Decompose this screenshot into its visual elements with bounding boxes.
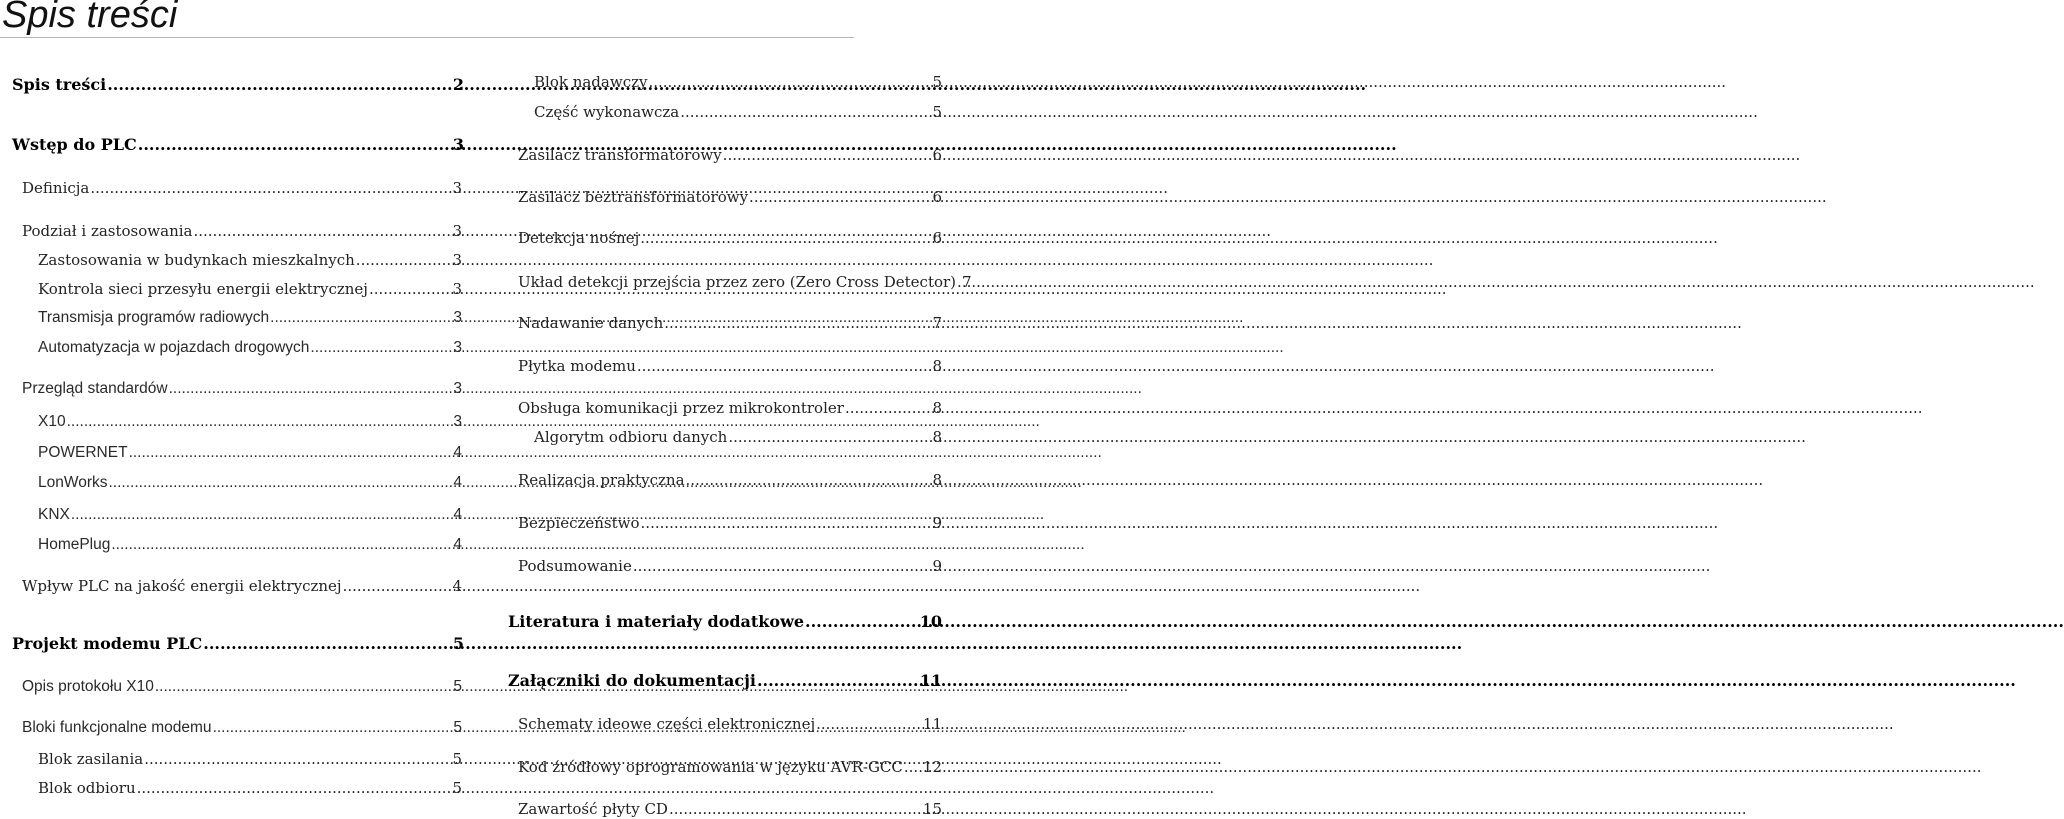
dot-leader bbox=[664, 313, 931, 333]
toc-entry-label: Detekcja nośnej bbox=[518, 229, 640, 247]
toc-entry-label: Bloki funkcjonalne modemu bbox=[22, 719, 212, 736]
toc-entry-label: Podział i zastosowania bbox=[22, 222, 193, 240]
dot-leader bbox=[155, 677, 453, 697]
toc-entry-detekcja-nosnej[interactable] bbox=[518, 228, 942, 248]
toc-entry-page: 4 bbox=[453, 506, 462, 523]
toc-entry-page: 8 bbox=[932, 357, 942, 375]
toc-entry-page: 8 bbox=[932, 399, 942, 417]
dot-leader bbox=[213, 718, 453, 738]
dot-leader bbox=[137, 778, 452, 798]
toc-entry-label: Obsługa komunikacji przez mikrokontroler bbox=[518, 399, 844, 417]
toc-entry-page: 5 bbox=[453, 678, 462, 695]
dot-leader bbox=[369, 279, 452, 299]
toc-entry-label: Opis protokołu X10 bbox=[22, 678, 154, 695]
toc-entry-label: Płytka modemu bbox=[518, 357, 636, 375]
toc-entry-label: Schematy ideowe części elektronicznej bbox=[518, 715, 816, 733]
toc-entry-schematy-ideowe[interactable] bbox=[518, 714, 942, 734]
dot-leader bbox=[203, 634, 452, 654]
toc-entry-label: Realizacja praktyczna bbox=[518, 471, 685, 489]
dot-leader bbox=[728, 427, 931, 447]
toc-entry-page: 11 bbox=[922, 715, 942, 733]
toc-entry-realizacja-praktyczna[interactable] bbox=[518, 470, 942, 490]
toc-entry-label: Kod źródłowy oprogramowania w języku AVR-GCC bbox=[518, 758, 903, 776]
toc-entry-projekt-modemu[interactable] bbox=[12, 634, 464, 654]
toc-entry-page: 8 bbox=[932, 471, 942, 489]
dot-leader bbox=[111, 535, 452, 555]
toc-entry-page: 11 bbox=[919, 671, 942, 690]
toc-entry-page: 15 bbox=[922, 800, 942, 818]
toc-entry-x10[interactable] bbox=[38, 412, 462, 432]
dot-leader bbox=[129, 443, 453, 463]
toc-entry-page: 5 bbox=[932, 73, 942, 91]
toc-entry-knx[interactable] bbox=[38, 505, 462, 525]
toc-entry-page: 7 bbox=[932, 314, 942, 332]
toc-entry-zasilacz-transformatorowy[interactable] bbox=[518, 145, 942, 165]
toc-entry-zalaczniki[interactable] bbox=[508, 671, 942, 691]
toc-entry-kod-zrodlowy[interactable] bbox=[518, 757, 942, 777]
toc-entry-label: Automatyzacja w pojazdach drogowych bbox=[38, 339, 310, 356]
dot-leader bbox=[904, 757, 922, 777]
dot-leader bbox=[144, 749, 451, 769]
toc-entry-page: 7 bbox=[962, 273, 972, 291]
toc-entry-przeglad-standardow[interactable] bbox=[22, 379, 462, 399]
toc-entry-label: Kontrola sieci przesyłu energii elektrycznej bbox=[38, 280, 368, 298]
dot-leader bbox=[71, 505, 453, 525]
toc-entry-page: 3 bbox=[452, 251, 462, 269]
toc-entry-label: Zasilacz beztransformatorowy bbox=[518, 188, 749, 206]
toc-entry-label: POWERNET bbox=[38, 444, 128, 461]
toc-entry-zero-cross-detector[interactable] bbox=[518, 272, 972, 292]
toc-entry-homeplug[interactable] bbox=[38, 535, 462, 555]
toc-entry-opis-protokolu[interactable] bbox=[22, 677, 462, 697]
dot-leader bbox=[757, 671, 919, 691]
dot-leader bbox=[169, 379, 453, 399]
toc-entry-label: Załączniki do dokumentacji bbox=[508, 671, 756, 690]
toc-entry-page: 3 bbox=[452, 135, 464, 154]
toc-entry-label: KNX bbox=[38, 506, 70, 523]
toc-entry-lonworks[interactable] bbox=[38, 473, 462, 493]
dot-leader bbox=[343, 576, 452, 596]
toc-entry-zawartosc-plyty[interactable] bbox=[518, 799, 942, 819]
dot-leader bbox=[669, 799, 922, 819]
dot-leader bbox=[957, 272, 961, 292]
dot-leader bbox=[680, 102, 931, 122]
toc-entry-label: Zawartość płyty CD bbox=[518, 800, 668, 818]
dot-leader bbox=[109, 473, 453, 493]
dot-leader bbox=[356, 250, 452, 270]
toc-entry-page: 5 bbox=[452, 779, 462, 797]
toc-entry-page: 9 bbox=[932, 557, 942, 575]
toc-entry-wplyw-plc[interactable] bbox=[22, 576, 462, 596]
dot-leader bbox=[193, 221, 451, 241]
toc-entry-spis-tresci[interactable] bbox=[12, 75, 464, 95]
toc-entry-algorytm-odbioru[interactable] bbox=[534, 427, 942, 447]
dot-leader bbox=[310, 338, 452, 358]
toc-entry-page: 5 bbox=[452, 750, 462, 768]
toc-entry-label: Blok zasilania bbox=[38, 750, 144, 768]
toc-entry-label: LonWorks bbox=[38, 474, 108, 491]
toc-entry-label: Bezpieczeństwo bbox=[518, 514, 640, 532]
toc-entry-label: X10 bbox=[38, 413, 66, 430]
toc-entry-label: Definicja bbox=[22, 179, 90, 197]
dot-leader bbox=[805, 612, 919, 632]
toc-entry-label: HomePlug bbox=[38, 536, 111, 553]
toc-entry-podsumowanie[interactable] bbox=[518, 556, 942, 576]
toc-entry-page: 3 bbox=[453, 309, 462, 326]
dot-leader bbox=[633, 556, 932, 576]
toc-entry-page: 3 bbox=[452, 280, 462, 298]
toc-entry-transmisja[interactable] bbox=[38, 308, 462, 328]
toc-entry-page: 3 bbox=[452, 222, 462, 240]
toc-entry-czesc-wykonawcza[interactable] bbox=[534, 102, 942, 122]
toc-entry-page: 3 bbox=[453, 339, 462, 356]
toc-entry-page: 6 bbox=[932, 146, 942, 164]
toc-entry-page: 9 bbox=[932, 514, 942, 532]
toc-entry-page: 5 bbox=[452, 634, 464, 653]
toc-entry-obsluga-komunikacji[interactable] bbox=[518, 398, 942, 418]
toc-entry-blok-nadawczy[interactable] bbox=[534, 72, 942, 92]
toc-entry-wstep-do-plc[interactable] bbox=[12, 135, 464, 155]
toc-entry-page: 5 bbox=[453, 719, 462, 736]
dot-leader bbox=[686, 470, 932, 490]
toc-entry-label: Przegląd standardów bbox=[22, 380, 168, 397]
toc-entry-powernet[interactable] bbox=[38, 443, 462, 463]
toc-entry-label: Literatura i materiały dodatkowe bbox=[508, 612, 805, 631]
toc-entry-label: Część wykonawcza bbox=[534, 103, 680, 121]
dot-leader bbox=[749, 187, 931, 207]
toc-entry-automatyzacja[interactable] bbox=[38, 338, 462, 358]
toc-entry-page: 8 bbox=[932, 428, 942, 446]
dot-leader bbox=[648, 72, 931, 92]
toc-entry-page: 4 bbox=[452, 577, 462, 595]
toc-entry-page: 12 bbox=[922, 758, 942, 776]
toc-entry-bezpieczenstwo[interactable] bbox=[518, 513, 942, 533]
dot-leader bbox=[270, 308, 452, 328]
toc-entry-label: Projekt modemu PLC bbox=[12, 634, 203, 653]
toc-entry-label: Blok nadawczy bbox=[534, 73, 648, 91]
toc-entry-page: 4 bbox=[453, 536, 462, 553]
toc-entry-label: Podsumowanie bbox=[518, 557, 632, 575]
title-divider bbox=[0, 37, 854, 38]
toc-entry-literatura[interactable] bbox=[508, 612, 942, 632]
dot-leader bbox=[641, 513, 932, 533]
toc-entry-bloki-funkcjonalne[interactable] bbox=[22, 718, 462, 738]
toc-entry-page: 3 bbox=[453, 380, 462, 397]
toc-entry-label: Układ detekcji przejścia przez zero (Zero Cross Detector) bbox=[518, 273, 957, 291]
toc-entry-page: 5 bbox=[932, 103, 942, 121]
toc-entry-kontrola-sieci[interactable] bbox=[38, 279, 462, 299]
toc-entry-definicja[interactable] bbox=[22, 178, 462, 198]
dot-leader bbox=[107, 75, 452, 95]
toc-entry-page: 3 bbox=[453, 413, 462, 430]
dot-leader bbox=[90, 178, 451, 198]
toc-entry-plytka-modemu[interactable] bbox=[518, 356, 942, 376]
toc-entry-label: Zastosowania w budynkach mieszkalnych bbox=[38, 251, 355, 269]
toc-entry-page: 6 bbox=[932, 229, 942, 247]
toc-entry-page: 2 bbox=[452, 75, 464, 94]
dot-leader bbox=[138, 135, 452, 155]
toc-entry-page: 3 bbox=[452, 179, 462, 197]
dot-leader bbox=[637, 356, 932, 376]
toc-entry-label: Wpływ PLC na jakość energii elektrycznej bbox=[22, 577, 342, 595]
toc-entry-podzial[interactable] bbox=[22, 221, 462, 241]
toc-entry-nadawanie-danych[interactable] bbox=[518, 313, 942, 333]
toc-entry-zastosowania-budynki[interactable] bbox=[38, 250, 462, 270]
toc-entry-page: 4 bbox=[453, 474, 462, 491]
dot-leader bbox=[723, 145, 932, 165]
toc-entry-zasilacz-beztransformatorowy[interactable] bbox=[518, 187, 942, 207]
toc-entry-label: Algorytm odbioru danych bbox=[534, 428, 728, 446]
toc-entry-label: Blok odbioru bbox=[38, 779, 136, 797]
dot-leader bbox=[816, 714, 922, 734]
page-title: Spis treści bbox=[2, 0, 178, 36]
toc-entry-blok-zasilania[interactable] bbox=[38, 749, 462, 769]
dot-leader bbox=[67, 412, 453, 432]
toc-entry-page: 10 bbox=[919, 612, 942, 631]
toc-entry-blok-odbioru[interactable] bbox=[38, 778, 462, 798]
toc-entry-label: Nadawanie danych bbox=[518, 314, 664, 332]
toc-entry-page: 6 bbox=[932, 188, 942, 206]
toc-entry-page: 4 bbox=[453, 444, 462, 461]
toc-entry-label: Wstęp do PLC bbox=[12, 135, 137, 154]
toc-entry-label: Spis treści bbox=[12, 75, 107, 94]
toc-entry-label: Transmisja programów radiowych bbox=[38, 309, 270, 326]
dot-leader bbox=[845, 398, 932, 418]
dot-leader bbox=[640, 228, 931, 248]
toc-entry-label: Zasilacz transformatorowy bbox=[518, 146, 722, 164]
